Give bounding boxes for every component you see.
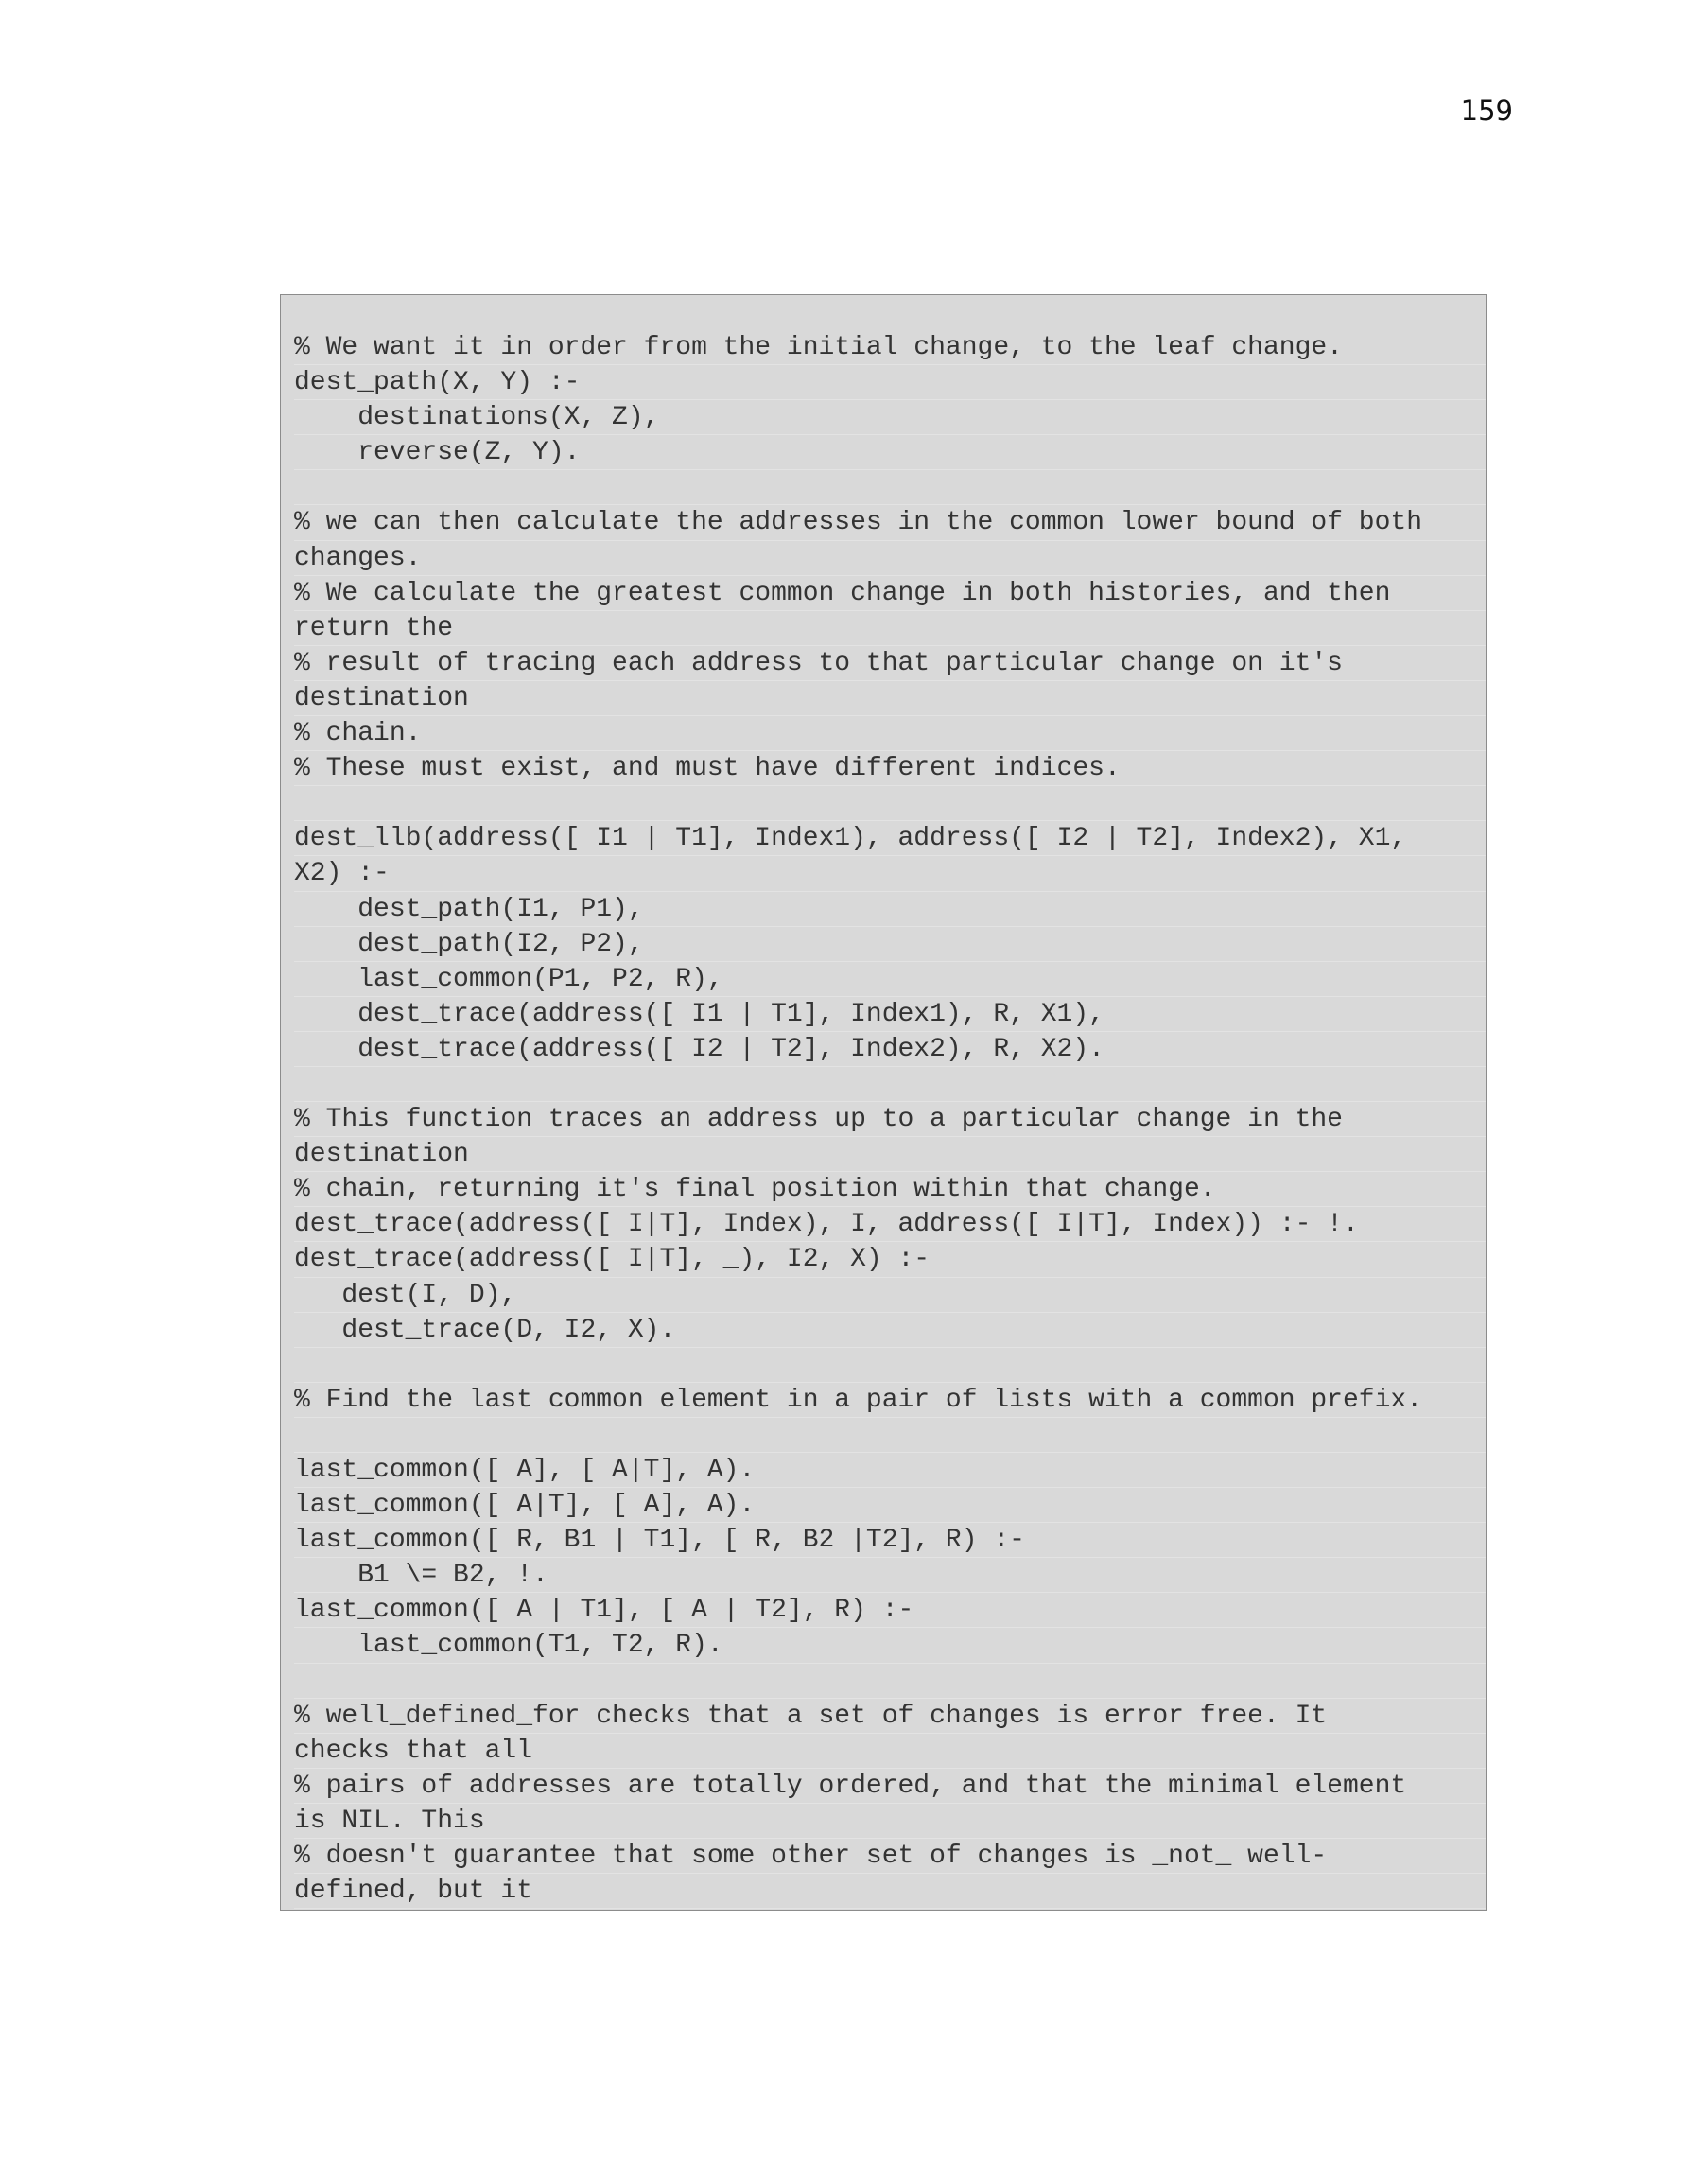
code-line: last_common([ A|T], [ A], A). bbox=[294, 1488, 1486, 1523]
code-line: % We calculate the greatest common change in both histories, and then bbox=[294, 576, 1486, 611]
code-line bbox=[294, 1418, 1486, 1453]
code-line: % result of tracing each address to that particular change on it's bbox=[294, 646, 1486, 681]
code-line: reverse(Z, Y). bbox=[294, 435, 1486, 470]
code-line: % pairs of addresses are totally ordered, and that the minimal element bbox=[294, 1769, 1486, 1804]
code-line bbox=[294, 786, 1486, 821]
code-line: checks that all bbox=[294, 1734, 1486, 1769]
code-line: % chain, returning it's final position within that change. bbox=[294, 1172, 1486, 1207]
code-line: return the bbox=[294, 611, 1486, 646]
code-line: dest_trace(address([ I|T], _), I2, X) :- bbox=[294, 1242, 1486, 1277]
code-line: dest_path(I1, P1), bbox=[294, 892, 1486, 927]
code-line: last_common([ A], [ A|T], A). bbox=[294, 1453, 1486, 1488]
code-line: dest_trace(address([ I1 | T1], Index1), R, X1), bbox=[294, 997, 1486, 1032]
code-line: dest_trace(address([ I|T], Index), I, address([ I|T], Index)) :- !. bbox=[294, 1207, 1486, 1242]
code-line: dest_llb(address([ I1 | T1], Index1), address([ I2 | T2], Index2), X1, bbox=[294, 821, 1486, 856]
code-line: % we can then calculate the addresses in the common lower bound of both bbox=[294, 505, 1486, 540]
code-line bbox=[294, 1664, 1486, 1699]
code-line: dest_path(X, Y) :- bbox=[294, 365, 1486, 400]
code-line: % doesn't guarantee that some other set of changes is _not_ well- bbox=[294, 1839, 1486, 1874]
code-line: % This function traces an address up to a particular change in the bbox=[294, 1102, 1486, 1137]
code-line: changes. bbox=[294, 541, 1486, 576]
code-line: B1 \= B2, !. bbox=[294, 1558, 1486, 1593]
code-line: last_common([ A | T1], [ A | T2], R) :- bbox=[294, 1593, 1486, 1628]
page-number: 159 bbox=[1460, 95, 1513, 127]
code-line: destination bbox=[294, 1137, 1486, 1172]
code-line: destination bbox=[294, 681, 1486, 716]
code-line: dest_trace(D, I2, X). bbox=[294, 1313, 1486, 1348]
code-line: dest(I, D), bbox=[294, 1278, 1486, 1313]
code-line: destinations(X, Z), bbox=[294, 400, 1486, 435]
code-line: defined, but it bbox=[294, 1874, 1486, 1909]
code-line: % We want it in order from the initial change, to the leaf change. bbox=[294, 330, 1486, 365]
code-listing bbox=[280, 294, 1487, 1911]
code-line: last_common(P1, P2, R), bbox=[294, 962, 1486, 997]
code-line: last_common([ R, B1 | T1], [ R, B2 |T2], R) :- bbox=[294, 1523, 1486, 1558]
code-line: dest_trace(address([ I2 | T2], Index2), R, X2). bbox=[294, 1032, 1486, 1067]
code-line: % Find the last common element in a pair of lists with a common prefix. bbox=[294, 1383, 1486, 1418]
code-line: X2) :- bbox=[294, 856, 1486, 891]
code-line: % well_defined_for checks that a set of changes is error free. It bbox=[294, 1699, 1486, 1734]
code-line bbox=[294, 1067, 1486, 1102]
code-line bbox=[294, 1348, 1486, 1383]
code-line: % chain. bbox=[294, 716, 1486, 751]
code-line bbox=[294, 470, 1486, 505]
code-line: last_common(T1, T2, R). bbox=[294, 1628, 1486, 1663]
code-line: dest_path(I2, P2), bbox=[294, 927, 1486, 962]
code-line: is NIL. This bbox=[294, 1804, 1486, 1839]
code-line: % These must exist, and must have different indices. bbox=[294, 751, 1486, 786]
